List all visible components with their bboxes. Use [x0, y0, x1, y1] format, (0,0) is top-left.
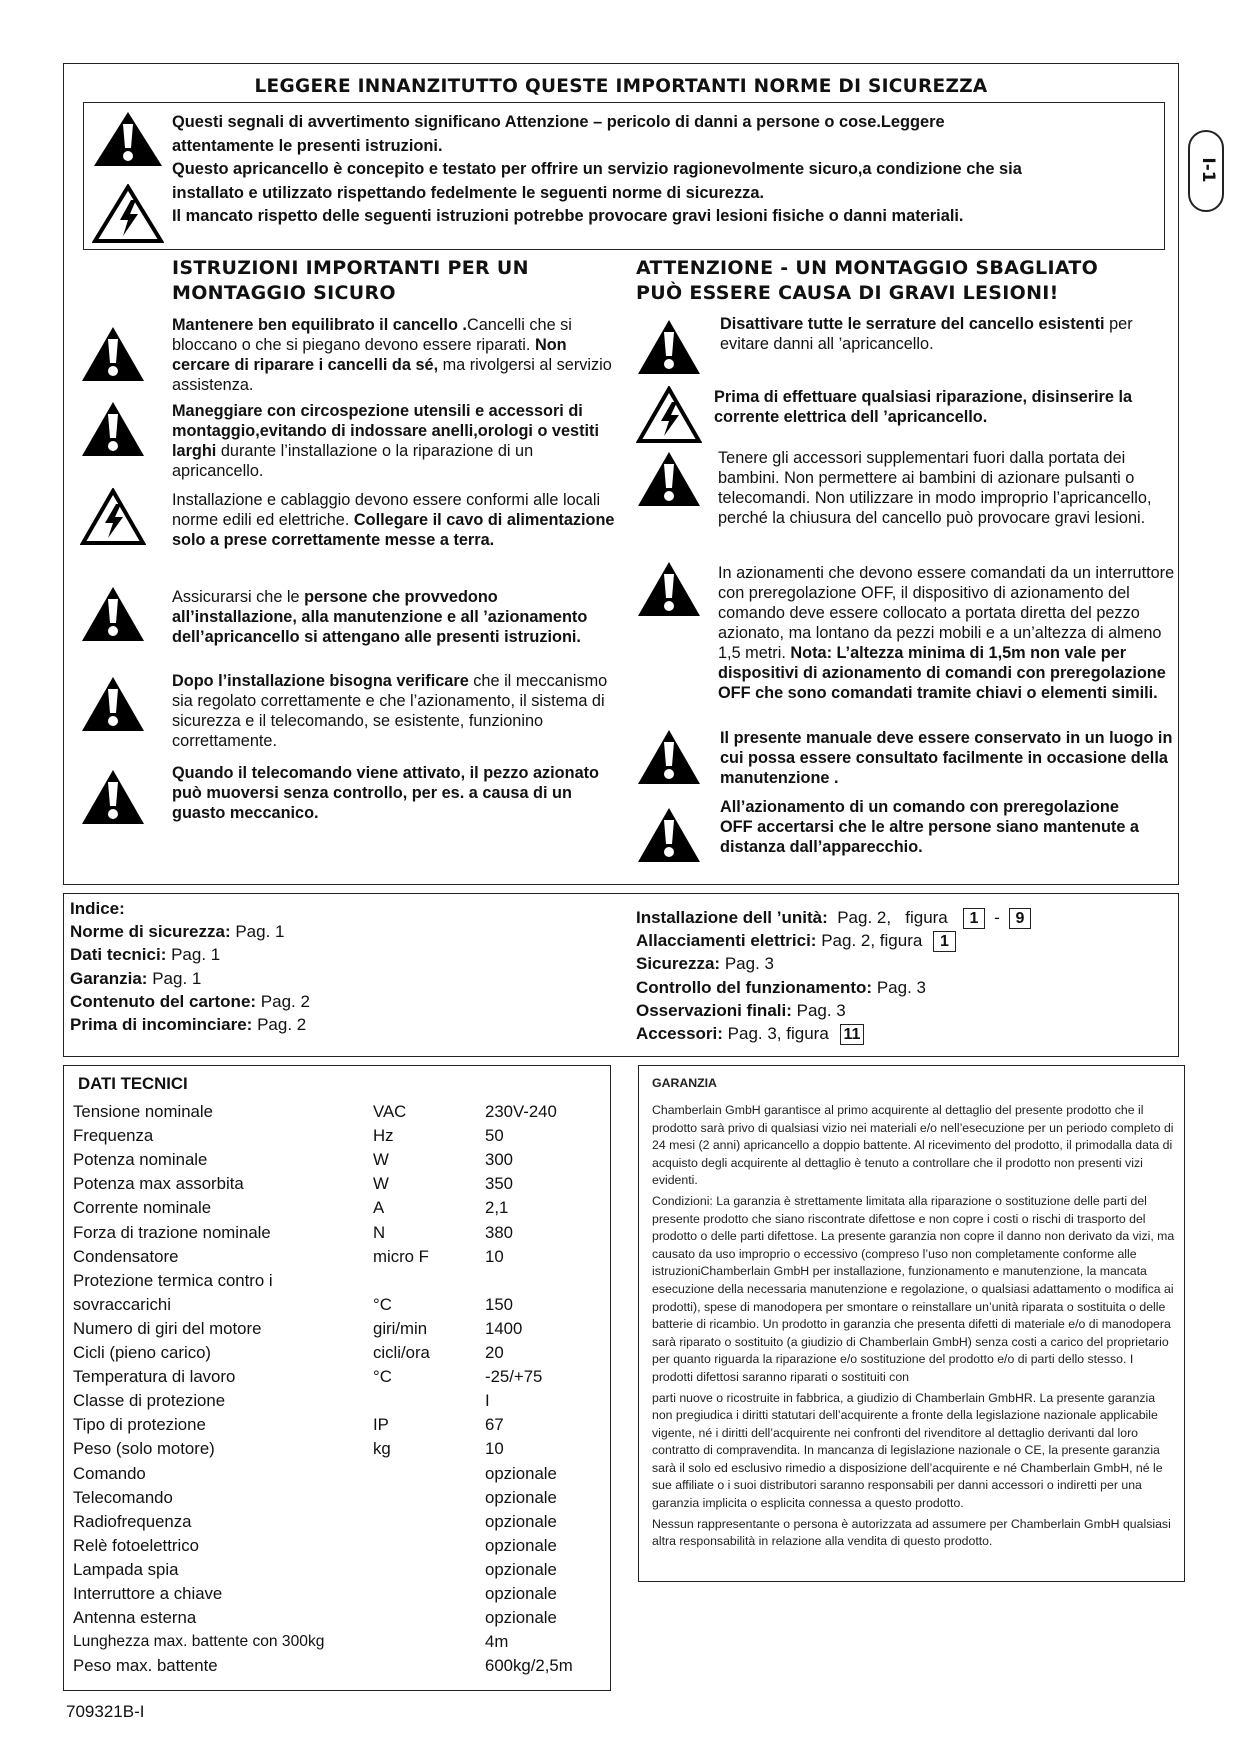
tech-label: Relè fotoelettrico: [73, 1535, 199, 1555]
tech-value: I: [485, 1391, 490, 1411]
left-para-2: Maneggiare con circospezione utensili e accessori di montaggio,evitando di indossare anelli,orologi o vestiti larghi durante l’installazione o la riparazione di un apricancello.: [172, 402, 599, 480]
index-entry[interactable]: Garanzia: Pag. 1: [70, 968, 202, 988]
right-para-5: Il presente manuale deve essere conservato in un luogo in cui possa essere consultato facilmente in occasione della manutenzione .: [720, 729, 1173, 787]
tech-label: Corrente nominale: [73, 1198, 212, 1218]
tech-value: 150: [485, 1294, 513, 1314]
index-entry[interactable]: Allacciamenti elettrici: Pag. 2, figura 1: [636, 929, 1176, 952]
left-para-4: Assicurarsi che le persone che provvedono all’installazione, alla manutenzione e all ’azionamento dell’apricancello si attengano alle presenti istruzioni.: [172, 588, 588, 646]
intro-line: installato e utilizzato rispettando fedelmente le seguenti norme di sicurezza.: [172, 183, 765, 202]
tech-label: Peso (solo motore): [73, 1439, 215, 1459]
guarantee-para: Nessun rappresentante o persona è autorizzata ad assumere per Chamberlain GmbH qualsiasi altra responsabilità in relazione alla vendita di questo prodotto.: [652, 1516, 1171, 1549]
warning-icon: [80, 675, 146, 733]
warning-icon: [636, 318, 702, 376]
right-para-2: Prima di effettuare qualsiasi riparazione, disinserire la corrente elettrica dell ’apricancello.: [714, 388, 1133, 426]
tech-value: opzionale: [485, 1463, 557, 1483]
tech-unit: IP: [373, 1415, 389, 1435]
index-entry[interactable]: Osservazioni finali: Pag. 3: [636, 1000, 846, 1020]
tech-unit: N: [373, 1222, 386, 1242]
tech-value: 10: [485, 1439, 504, 1459]
warning-icon: [636, 728, 702, 786]
tech-value: opzionale: [485, 1584, 557, 1603]
tech-value: 4m: [485, 1632, 509, 1652]
tech-value: 600kg/2,5m: [485, 1656, 573, 1676]
tech-value: 2,1: [485, 1198, 509, 1218]
tech-label: sovraccarichi: [73, 1294, 171, 1314]
tech-unit: kg: [373, 1439, 391, 1459]
left-para-3: Installazione e cablaggio devono essere conformi alle locali norme edili ed elettriche. Collegare il cavo di alimentazione solo a prese correttamente messe a terra.: [172, 491, 615, 549]
tech-label: Numero di giri del motore: [73, 1318, 262, 1338]
left-para-1: Mantenere ben equilibrato il cancello .Cancelli che si bloccano o che si piegano devono essere riparati. Non cercare di riparare i cancelli da sé, ma rivolgersi al servizio assistenza.: [172, 316, 612, 394]
tech-value: opzionale: [485, 1559, 557, 1579]
tech-value: 300: [485, 1150, 513, 1170]
left-heading: [172, 256, 632, 306]
tech-label: Potenza nominale: [73, 1150, 208, 1170]
tech-value: 67: [485, 1415, 504, 1435]
tech-label: Condensatore: [73, 1246, 179, 1266]
tech-value: 10: [485, 1246, 504, 1266]
right-heading-line: ATTENZIONE - UN MONTAGGIO SBAGLIATO: [636, 257, 1099, 279]
tech-unit: W: [373, 1174, 389, 1194]
figure-ref: 1: [963, 908, 986, 929]
tech-label: Temperatura di lavoro: [73, 1367, 236, 1387]
electric-hazard-icon: [80, 488, 146, 546]
tech-unit: W: [373, 1150, 389, 1170]
left-para-6: Quando il telecomando viene attivato, il pezzo azionato può muoversi senza controllo, per es. a causa di un guasto meccanico.: [172, 764, 599, 822]
right-para-3: Tenere gli accessori supplementari fuori dalla portata dei bambini. Non permettere ai bambini di azionare pulsanti o telecomandi. Non utilizzare in modo improprio l’apricancello, perché la chiusura del cancello può provocare gravi lesioni.: [718, 449, 1152, 527]
intro-line: Questo apricancello è concepito e testato per offrire un servizio ragionevolmente sicuro,a condizione che sia: [172, 160, 1022, 178]
tech-label: Tipo di protezione: [73, 1415, 206, 1435]
right-para-4: In azionamenti che devono essere comandati da un interruttore con preregolazione OFF, il dispositivo di azionamento del comando deve essere collocato a portata diretta del pezzo azionato, ma lontano da pezzi mobili e a un’altezza di almeno 1,5 metri. Nota: L’altezza minima di 1,5m non vale per dispositivi di azionamento di comandi con preregolazione OFF che sono comandati tramite chiavi o elementi simili.: [718, 564, 1175, 702]
tech-value: opzionale: [485, 1608, 557, 1628]
left-para-5: Dopo l’installazione bisogna verificare che il meccanismo sia regolato correttamente e che l’azionamento, il sistema di sicurezza e il telecomando, se esistente, funzionino correttamente.: [172, 672, 608, 750]
intro-line: attentamente le presenti istruzioni.: [172, 136, 443, 155]
electric-hazard-icon: [92, 184, 164, 244]
tech-value: opzionale: [485, 1487, 557, 1507]
tech-unit: °C: [373, 1294, 392, 1314]
safety-title: LEGGERE INNANZITUTTO QUESTE IMPORTANTI NORME DI SICUREZZA: [254, 76, 988, 97]
warning-icon: [80, 768, 146, 826]
tech-label: Antenna esterna: [73, 1608, 197, 1628]
tech-unit: VAC: [373, 1102, 407, 1121]
guarantee-title: GARANZIA: [652, 1076, 717, 1090]
guarantee-para: Chamberlain GmbH garantisce al primo acquirente al dettaglio del presente prodotto che il prodotto sarà privo di qualsiasi vizio nei materiali e/o nell’esecuzione per un periodo completo di 24 mesi (2 anni) apricancello a doppio battente. Al ricevimento del prodotto, il primodalla data di acquisto degli acquirente al dettaglio è tenuto a controllare che il prodotto non presenti vizi evidenti.: [652, 1103, 1174, 1188]
tech-value: 1400: [485, 1318, 523, 1338]
index-title: Indice:: [70, 899, 125, 918]
intro-text: [172, 111, 1162, 229]
tech-label: Telecomando: [73, 1487, 173, 1507]
warning-icon: [80, 400, 146, 458]
figure-ref: 11: [840, 1024, 865, 1045]
index-entry[interactable]: Prima di incominciare: Pag. 2: [70, 1015, 307, 1035]
tech-label: Lunghezza max. battente con 300kg: [73, 1633, 325, 1651]
tech-label: Forza di trazione nominale: [73, 1222, 271, 1242]
index-entry[interactable]: Contenuto del cartone: Pag. 2: [70, 991, 310, 1011]
tech-label: Interruttore a chiave: [73, 1584, 223, 1603]
tech-label: Lampada spia: [73, 1559, 179, 1579]
warning-icon: [636, 450, 702, 508]
tech-label: Classe di protezione: [73, 1391, 226, 1411]
tech-label: Cicli (pieno carico): [73, 1343, 212, 1362]
intro-line: Il mancato rispetto delle seguenti istruzioni potrebbe provocare gravi lesioni fisiche o danni materiali.: [172, 207, 964, 225]
guarantee-text: [652, 1102, 1175, 1551]
tech-value: -25/+75: [485, 1367, 543, 1387]
warning-icon: [92, 110, 164, 168]
figure-ref: 9: [1009, 908, 1032, 929]
tech-value: 380: [485, 1222, 513, 1242]
warning-icon: [80, 325, 146, 383]
figure-ref: 1: [933, 931, 956, 952]
tech-value: opzionale: [485, 1511, 557, 1531]
document-code: 709321B-I: [66, 1702, 145, 1721]
right-heading-line: PUÒ ESSERE CAUSA DI GRAVI LESIONI!: [636, 282, 1059, 304]
right-para-6: All’azionamento di un comando con preregolazione OFF accertarsi che le altre persone siano mantenute a distanza dall’apparecchio.: [720, 798, 1139, 856]
page-tab-label: I-1: [1198, 157, 1218, 183]
tech-label: Peso max. battente: [73, 1656, 218, 1676]
index-right: [636, 906, 1176, 1045]
index-entry[interactable]: Sicurezza: Pag. 3: [636, 954, 774, 974]
tech-value: 50: [485, 1126, 504, 1146]
tech-value: 230V-240: [485, 1102, 557, 1121]
tech-label: Potenza max assorbita: [73, 1174, 244, 1194]
tech-value: 20: [485, 1343, 504, 1362]
index-entry[interactable]: Dati tecnici: Pag. 1: [70, 945, 221, 965]
tech-unit: micro F: [373, 1246, 429, 1266]
tech-unit: Hz: [373, 1126, 394, 1146]
left-heading-line: ISTRUZIONI IMPORTANTI PER UN: [172, 257, 529, 279]
tech-label: Protezione termica contro i: [73, 1270, 273, 1290]
tech-title: DATI TECNICI: [78, 1074, 188, 1093]
tech-unit: °C: [373, 1367, 392, 1387]
index-entry[interactable]: Controllo del funzionamento: Pag. 3: [636, 977, 926, 997]
index-left: [70, 897, 630, 1036]
warning-icon: [636, 560, 702, 618]
warning-icon: [636, 806, 702, 864]
tech-label: Tensione nominale: [73, 1102, 213, 1121]
right-para-1: Disattivare tutte le serrature del cancello esistenti per evitare danni all ’apricancello.: [720, 315, 1133, 353]
right-heading: [636, 256, 1176, 306]
guarantee-para: Condizioni: La garanzia è strettamente limitata alla riparazione o sostituzione delle parti del presente prodotto che siano riscontrate difettose e non copre i costi o rischi di trasporto del prodotto o delle parti difettose. La presente garanzia non copre il danno non derivato da vizi, ma causato da uso improprio o eccessivo (compreso l’uso non completamente conforme alle istruzioniChamberlain GmbH per installazione, funzionamento e manutenzione, la mancata esecuzione della necessaria manutenzione e regolazione, o qualsiasi adattamento o modifica ai prodotti), spese di manodopera per smontare o reinstallare un’unità riparata o sostituita o delle batterie di ricambio. Un prodotto in garanzia che presenta difetti di materiale e/o di manodopera sarà riparato o sostituito (a giudizio di Chamberlain GmbH) senza costi a carico del proprietario per quanto riguarda la riparazione e/o sostituzione del prodotto e/o di parti dello stesso. I prodotti difettosi saranno riparati o sostituiti con: [652, 1193, 1175, 1384]
tech-label: Frequenza: [73, 1126, 154, 1146]
left-heading-line: MONTAGGIO SICURO: [172, 282, 396, 304]
tech-label: Radiofrequenza: [73, 1511, 192, 1531]
index-entry[interactable]: Installazione dell ’unità: Pag. 2, figura 1 - 9: [636, 906, 1176, 929]
warning-icon: [80, 585, 146, 643]
tech-value: opzionale: [485, 1535, 557, 1555]
tech-label: Comando: [73, 1463, 146, 1483]
index-entry[interactable]: Norme di sicurezza: Pag. 1: [70, 922, 285, 942]
tech-value: 350: [485, 1174, 513, 1194]
tech-unit: giri/min: [373, 1318, 428, 1338]
electric-hazard-icon: [636, 386, 702, 444]
guarantee-para: parti nuove o ricostruite in fabbrica, a giudizio di Chamberlain GmbHR. La presente garanzia non pregiudica i diritti statutari dell’acquirente a fronte della legislazione nazionale applicabile vigente, né i diritti dell’acquirente nei confronti del rivenditore al dettaglio derivanti dal loro contratto di compravendita. In mancanza di legislazione nazionale o CE, la presente garanzia sarà il solo ed esclusivo rimedio a disposizione dell’acquirente e né Chamberlain GmbH, né le sue affiliate o i suoi distributori saranno responsabili per danni accessori o indiretti per una garanzia implicita o esplicita connessa a questo prodotto.: [652, 1390, 1163, 1511]
intro-line: Questi segnali di avvertimento significano Attenzione – pericolo di danni a persone o cose.Leggere: [172, 113, 945, 131]
index-entry[interactable]: Accessori: Pag. 3, figura 11: [636, 1022, 1176, 1045]
tech-unit: cicli/ora: [373, 1343, 430, 1362]
tech-unit: A: [373, 1198, 385, 1218]
page-tab: [1188, 130, 1224, 212]
